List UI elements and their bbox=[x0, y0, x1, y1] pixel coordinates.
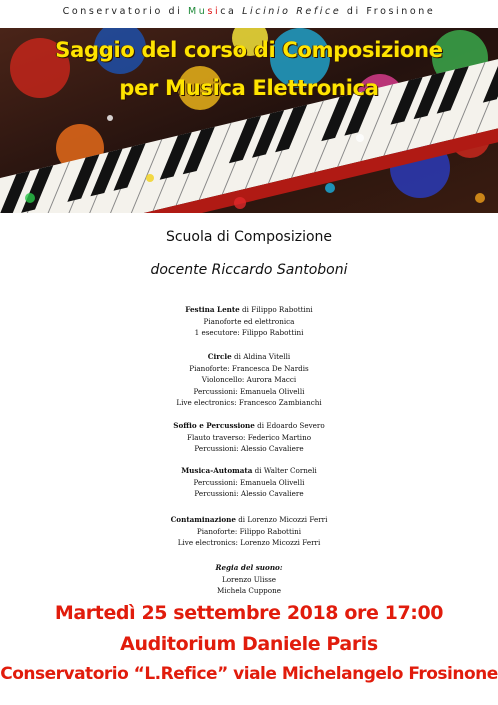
sound-director: Lorenzo Ulisse bbox=[221, 574, 277, 584]
sound-direction bbox=[0, 562, 498, 597]
event-venue: Auditorium Daniele Paris bbox=[120, 633, 378, 655]
school-name: Scuola di Composizione bbox=[165, 229, 333, 245]
header-mu: Mu bbox=[188, 6, 208, 17]
event-date: Martedì 25 settembre 2018 ore 17:00 bbox=[54, 602, 444, 624]
piece-line: Percussioni: Alessio Cavaliere bbox=[194, 489, 304, 498]
piece-title: Circle bbox=[207, 352, 232, 361]
event-address: Conservatorio “L.Refice” viale Michelangelo Frosinone bbox=[0, 664, 498, 684]
piece-line: Live electronics: Francesco Zambianchi bbox=[176, 398, 322, 407]
header-text-start: Conservatorio di bbox=[62, 6, 189, 17]
piece-4 bbox=[0, 465, 498, 500]
piece-author: di Aldina Vitelli bbox=[231, 352, 291, 361]
piece-line: Percussioni: Emanuela Olivelli bbox=[193, 386, 305, 396]
piece-line: Flauto traverso: Federico Martino bbox=[186, 432, 312, 442]
header-ca: ca bbox=[220, 6, 243, 17]
banner-title-line2: per Musica Elettronica bbox=[119, 76, 379, 100]
piece-title: Festina Lente bbox=[185, 305, 240, 314]
piece-line: Pianoforte: Filippo Rabottini bbox=[196, 526, 302, 536]
conservatory-header bbox=[0, 0, 498, 26]
piece-author: di Walter Corneli bbox=[252, 466, 317, 475]
banner bbox=[0, 28, 498, 213]
piece-line: Live electronics: Lorenzo Micozzi Ferri bbox=[177, 538, 321, 547]
header-italic-name: Licinio Refice bbox=[242, 6, 342, 17]
sound-director: Michela Cuppone bbox=[217, 586, 281, 595]
header-si: si bbox=[207, 6, 221, 17]
piece-2 bbox=[0, 351, 498, 409]
sound-direction-label: Regia del suono: bbox=[215, 563, 283, 572]
piece-author: di Filippo Rabottini bbox=[239, 305, 313, 314]
piece-line: Violoncello: Aurora Macci bbox=[201, 375, 297, 384]
piece-3 bbox=[0, 420, 498, 455]
piece-author: di Edoardo Severo bbox=[254, 421, 325, 430]
piece-line: Percussioni: Emanuela Olivelli bbox=[193, 477, 305, 487]
banner-title-line1: Saggio del corso di Composizione bbox=[55, 38, 443, 62]
piece-1 bbox=[0, 304, 498, 339]
piece-line: Pianoforte: Francesca De Nardis bbox=[189, 363, 309, 373]
piece-title: Musica-Automata bbox=[181, 466, 253, 475]
piece-5 bbox=[0, 514, 498, 549]
piece-title: Contaminazione bbox=[170, 515, 236, 524]
piece-line: Percussioni: Alessio Cavaliere bbox=[194, 444, 304, 453]
teacher-name: docente Riccardo Santoboni bbox=[150, 262, 348, 278]
piece-title: Soffio e Percussione bbox=[173, 421, 255, 430]
header-text-end: di Frosinone bbox=[341, 6, 436, 17]
piece-author: di Lorenzo Micozzi Ferri bbox=[235, 515, 328, 524]
piece-line: Pianoforte ed elettronica bbox=[203, 316, 295, 326]
piece-line: 1 esecutore: Filippo Rabottini bbox=[194, 328, 304, 337]
